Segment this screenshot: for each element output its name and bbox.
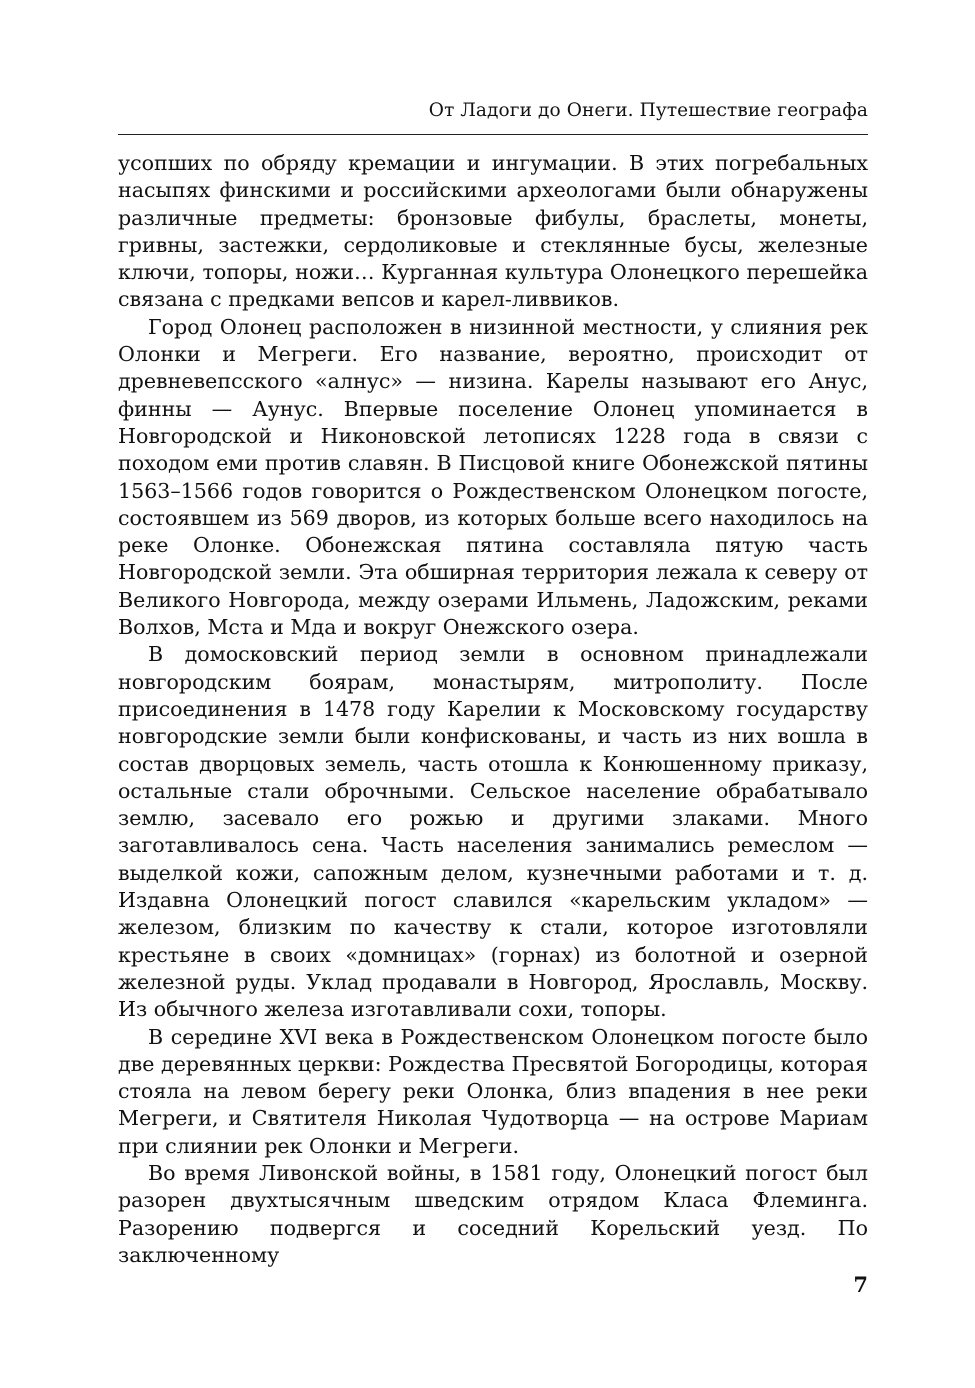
- paragraph: Город Олонец расположен в низинной местности, у слияния рек Олонки и Мегреги. Его название, вероятно, происходит от древневепсского «алнус» — низина. Карелы называют его Анус, финны — Аунус. Впервые поселение Олонец упоминается в Новгородской и Никоновской летописях 1228 года в связи с походом еми против славян. В Писцовой книге Обонежской пятины 1563–1566 годов говорится о Рождественском Олонецком погосте, состоявшем из 569 дворов, из которых больше всего находилось на реке Олонке. Обонежская пятина составляла пятую часть Новгородской земли. Эта обширная территория лежала к северу от Великого Новгорода, между озерами Ильмень, Ладожским, реками Волхов, Мста и Мда и вокруг Онежского озера.: [118, 314, 868, 640]
- body-text: [118, 150, 868, 1269]
- paragraph: В середине XVI века в Рождественском Олонецком погосте было две деревянных церкви: Рождества Пресвятой Богородицы, которая стояла на левом берегу реки Олонка, близ впадения в нее реки Мегреги, и Святителя Николая Чудотворца — на острове Мариам при слиянии рек Олонки и Мегреги.: [118, 1024, 868, 1158]
- paragraph: В домосковский период земли в основном принадлежали новгородским боярам, монастырям, митрополиту. После присоединения в 1478 году Карелии к Московскому государству новгородские земли были конфискованы, и часть из них вошла в состав дворцовых земель, часть отошла к Конюшенному приказу, остальные стали оброчными. Сельское население обрабатывало землю, засевало его рожью и другими злаками. Много заготавливалось сена. Часть населения занимались ремеслом — выделкой кожи, сапожным делом, кузнечными работами и т. д. Издавна Олонецкий погост славился «карельским укладом» — железом, близким по качеству к стали, которое изготовляли крестьяне в своих «домницах» (горнах) из болотной и озерной железной руды. Уклад продавали в Новгород, Ярославль, Москву. Из обычного железа изготавливали сохи, топоры.: [118, 642, 868, 1022]
- paragraph-continued: усопших по обряду кремации и ингумации. В этих погребальных насыпях финскими и российскими археологами были обнаружены различные предметы: бронзовые фибулы, браслеты, монеты, гривны, застежки, сердоликовые и стеклянные бусы, железные ключи, топоры, ножи… Курганная культура Олонецкого перешейка связана с предками вепсов и карел-ливвиков.: [118, 151, 868, 312]
- page-number: 7: [853, 1272, 868, 1297]
- header-divider: [118, 134, 868, 135]
- running-header: От Ладоги до Онеги. Путешествие географа: [428, 100, 868, 121]
- paragraph: Во время Ливонской войны, в 1581 году, Олонецкий погост был разорен двухтысячным шведским отрядом Класа Флеминга. Разорению подвергся и соседний Корельский уезд. По заключенному: [118, 1160, 868, 1267]
